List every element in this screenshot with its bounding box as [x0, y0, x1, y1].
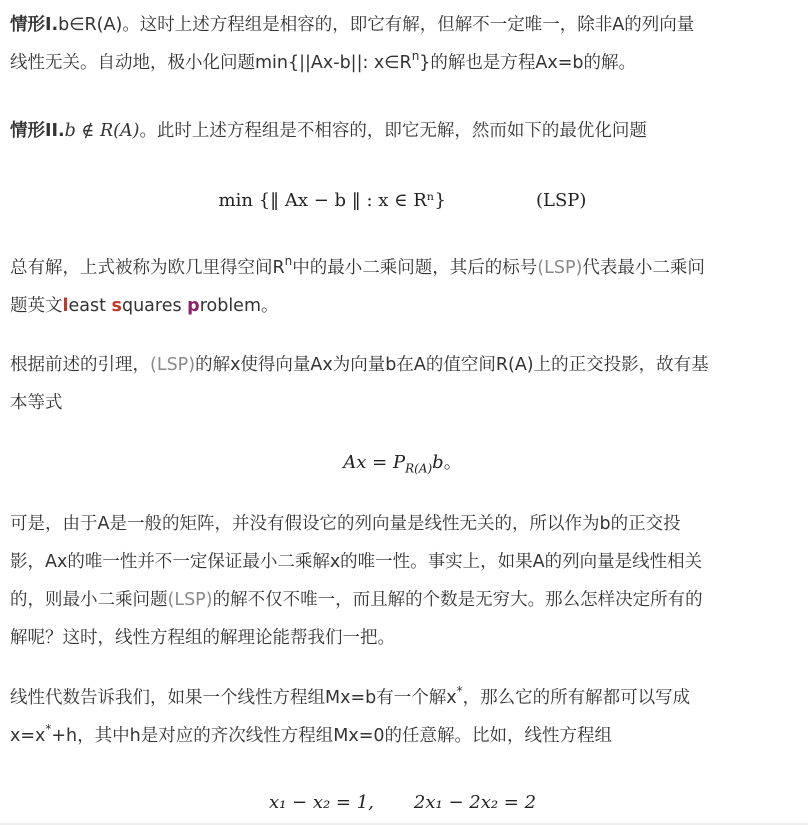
linalg-line1b: ，那么它的所有解都可以写成 [462, 688, 691, 708]
paragraph-lemma [10, 346, 709, 422]
lemma-text-a: 根据前述的引理， [10, 355, 150, 375]
equation-lsp [10, 182, 795, 220]
case-1-text-line2b: }的解也是方程Ax=b的解。 [419, 53, 637, 73]
linalg-line2a: x=x [10, 726, 46, 746]
projection-subscript: R(A) [405, 461, 433, 476]
word-roblem: roblem。 [199, 296, 279, 316]
superscript-star-2: * [45, 722, 52, 736]
uniqueness-line3b: 的解不仅不唯一，而且解的个数是无穷大。那么怎样决定所有的 [212, 590, 703, 610]
highlight-p: p [187, 296, 200, 316]
case-2-text: 。此时上述方程组是不相容的，即它无解，然而如下的最优化问题 [139, 121, 647, 141]
equation-projection [10, 444, 795, 482]
highlight-l: l [62, 296, 69, 316]
lsp-reference: (LSP) [537, 258, 583, 278]
lsp-reference-2: (LSP) [150, 355, 196, 375]
case-2-label: 情形II. [10, 121, 65, 141]
system-eq2: 2x₁ − 2x₂ = 2 [413, 792, 537, 813]
uniqueness-line3a: 的，则最小二乘问题 [10, 590, 168, 610]
system-eq1: x₁ − x₂ = 1, [268, 792, 374, 813]
paragraph-linear-algebra [10, 679, 690, 755]
projection-lhs: Ax = P [343, 452, 406, 473]
uniqueness-line1: 可是，由于A是一般的矩阵，并没有假设它的列向量是线性无关的，所以作为b的正交投 [10, 514, 681, 534]
uniqueness-line2: 影，Ax的唯一性并不一定保证最小二乘解x的唯一性。事实上，如果A的列向量是线性相关 [10, 552, 703, 572]
highlight-s: s [111, 296, 122, 316]
superscript-n: n [411, 49, 420, 63]
paragraph-case-1 [10, 6, 694, 82]
lemma-text-c: 本等式 [10, 393, 63, 413]
linalg-line2b: +h，其中h是对应的齐次线性方程组Mx=0的任意解。比如，线性方程组 [51, 726, 612, 746]
equation-tag-lsp: (LSP) [536, 190, 587, 211]
uniqueness-line4: 解呢？这时，线性方程组的解理论能帮我们一把。 [10, 628, 395, 648]
superscript-n-2: n [284, 254, 293, 268]
case-1-text-line1: 。这时上述方程组是相容的，即它有解，但解不一定唯一，除非A的列向量 [122, 15, 695, 35]
lsp-desc-line1c: 代表最小二乘问 [582, 258, 705, 278]
paragraph-case-2 [10, 112, 647, 150]
lsp-expression: min {‖ Ax − b ‖ : x ∈ Rⁿ} [218, 190, 446, 211]
paragraph-uniqueness [10, 505, 703, 657]
lsp-desc-line1b: 中的最小二乘问题，其后的标号 [292, 258, 538, 278]
case-1-text-line2a: 线性无关。自动地，极小化问题min{||Ax-b||: x∈R [10, 53, 412, 73]
lsp-desc-line1a: 总有解，上式被称为欧几里得空间R [10, 258, 285, 278]
equation-system [10, 784, 795, 822]
projection-end: 。 [443, 452, 462, 473]
case-1-condition: b∈R(A) [58, 15, 123, 35]
superscript-star: * [456, 684, 463, 698]
projection-rhs: b [432, 452, 444, 473]
lsp-desc-line2a: 题英文 [10, 296, 63, 316]
word-quares: quares [121, 296, 188, 316]
case-2-condition: b ∉ R(A) [64, 121, 140, 141]
case-1-label: 情形I. [10, 15, 59, 35]
word-east: east [68, 296, 112, 316]
lsp-reference-3: (LSP) [167, 590, 213, 610]
lemma-text-b: 的解x使得向量Ax为向量b在A的值空间R(A)上的正交投影，故有基 [195, 355, 709, 375]
paragraph-lsp-description [10, 249, 705, 325]
linalg-line1a: 线性代数告诉我们，如果一个线性方程组Mx=b有一个解x [10, 688, 457, 708]
